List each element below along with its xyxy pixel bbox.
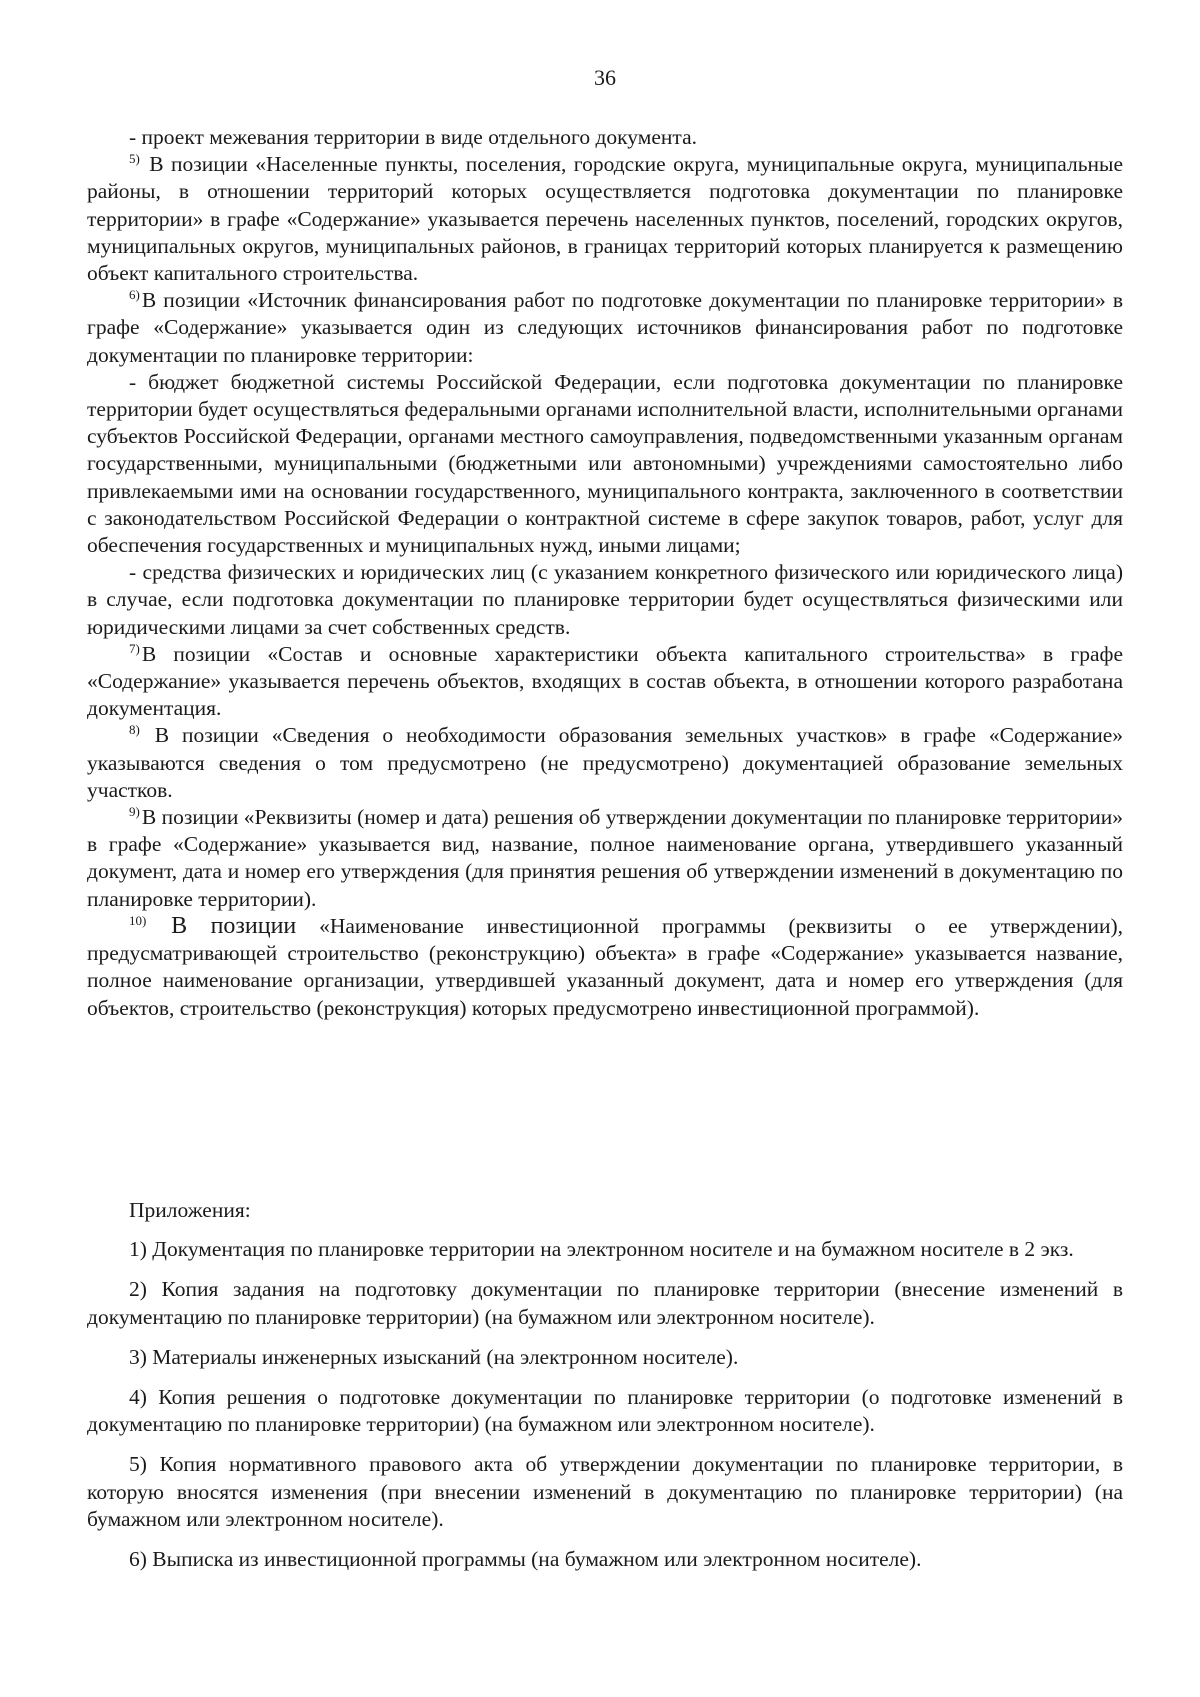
footnotes-section: [87, 124, 1123, 1022]
footnote-marker: 6): [129, 287, 140, 303]
appendix-title: Приложения:: [129, 1198, 251, 1222]
appendix-item: 4) Копия решения о подготовке документации по планировке территории (о подготовке изменений в документацию по планировке территории) (на бумажном или электронном носителе).: [87, 1385, 1123, 1437]
appendix-item: 2) Копия задания на подготовку документации по планировке территории (внесение изменений в документацию по планировке территории) (на бумажном или электронном носителе).: [87, 1277, 1123, 1329]
appendix-section: [87, 1197, 1123, 1586]
footnote-8: [87, 722, 1123, 804]
paragraph-text: - бюджет бюджетной системы Российской Федерации, если подготовка документации по планировке территории будет осуществляться федеральными органами исполнительной власти, исполнительными органами субъектов Российской Федерации, органами местного самоуправления, подведомственными указанным органам государственными, муниципальными (бюджетными или автономными) учреждениями самостоятельно либо привлекаемыми ими на основании государственного, муниципального контракта, заключенного в соответствии с законодательством Российской Федерации о контрактной системе в сфере закупок товаров, работ, услуг для обеспечения государственных и муниципальных нужд, иными лицами;: [87, 369, 1123, 558]
paragraph-text: В позиции «Населенные пункты, поселения, городские округа, муниципальные округа, муниципальные районы, в отношении территорий которых осуществляется подготовка документации по планировке территории» в графе «Содержание» указывается перечень населенных пунктов, поселений, городских округов, муниципальных округов, муниципальных районов, в границах территорий которых планируется к размещению объект капитального строительства.: [87, 152, 1124, 286]
paragraph-text: В позиции «Сведения о необходимости образования земельных участков» в графе «Содержание» указываются сведения о том предусмотрено (не предусмотрено) документацией образование земельных участков.: [87, 723, 1124, 802]
list-item-budget: [87, 369, 1123, 559]
paragraph-lead: В позиции: [171, 912, 297, 939]
paragraph-text: В позиции «Состав и основные характеристики объекта капитального строительства» в графе «Содержание» указывается перечень объектов, входящих в состав объекта, в отношении которого разработана документация.: [87, 641, 1123, 721]
appendix-item: 6) Выписка из инвестиционной программы (на бумажном или электронном носителе).: [129, 1547, 922, 1572]
footnote-marker: 8): [129, 722, 140, 738]
appendix-item: 5) Копия нормативного правового акта об утверждении документации по планировке территории, в которую вносятся изменения (при внесении изменений в документацию по планировке территории) (на бумажном или электронном носителе).: [87, 1452, 1123, 1531]
paragraph-project-survey: [87, 124, 1123, 151]
footnote-10: [87, 913, 1123, 1022]
footnote-marker: 10): [129, 912, 147, 928]
appendix-item: 3) Материалы инженерных изысканий (на электронном носителе).: [129, 1344, 739, 1369]
footnote-5: [87, 151, 1123, 287]
paragraph-text: - средства физических и юридических лиц (с указанием конкретного физического или юридического лица) в случае, если подготовка документации по планировке территории будет осуществляться физическими или юридическими лицами за счет собственных средств.: [87, 560, 1123, 639]
footnote-7: [87, 641, 1123, 723]
appendix-item: 1) Документация по планировке территории на электронном носителе и на бумажном носителе в 2 экз.: [129, 1237, 1074, 1262]
footnote-6: [87, 287, 1123, 369]
footnote-marker: 5): [129, 151, 140, 167]
list-item-private-funds: [87, 559, 1123, 641]
footnote-9: [87, 804, 1123, 913]
paragraph-text: - проект межевания территории в виде отдельного документа.: [129, 125, 697, 149]
paragraph-text: «Наименование инвестиционной программы (реквизиты о ее утверждении), предусматривающей строительство (реконструкцию) объекта» в графе «Содержание» указывается название, полное наименование организации, утвердившей указанный документ, дата и номер его утверждения (для объектов, строительство (реконструкция) которых предусмотрено инвестиционной программой).: [87, 913, 1123, 1020]
footnote-marker: 7): [129, 640, 140, 656]
paragraph-text: В позиции «Реквизиты (номер и дата) решения об утверждении документации по планировке территории» в графе «Содержание» указывается вид, название, полное наименование органа, утвердившего указанный документ, дата и номер его утверждения (для принятия решения об утверждении изменений в документацию по планировке территории).: [87, 805, 1123, 911]
paragraph-text: В позиции «Источник финансирования работ по подготовке документации по планировке территории» в графе «Содержание» указывается один из следующих источников финансирования работ по подготовке документации по планировке территории:: [87, 288, 1123, 367]
footnote-marker: 9): [129, 804, 140, 820]
page-number: 36: [594, 65, 616, 90]
